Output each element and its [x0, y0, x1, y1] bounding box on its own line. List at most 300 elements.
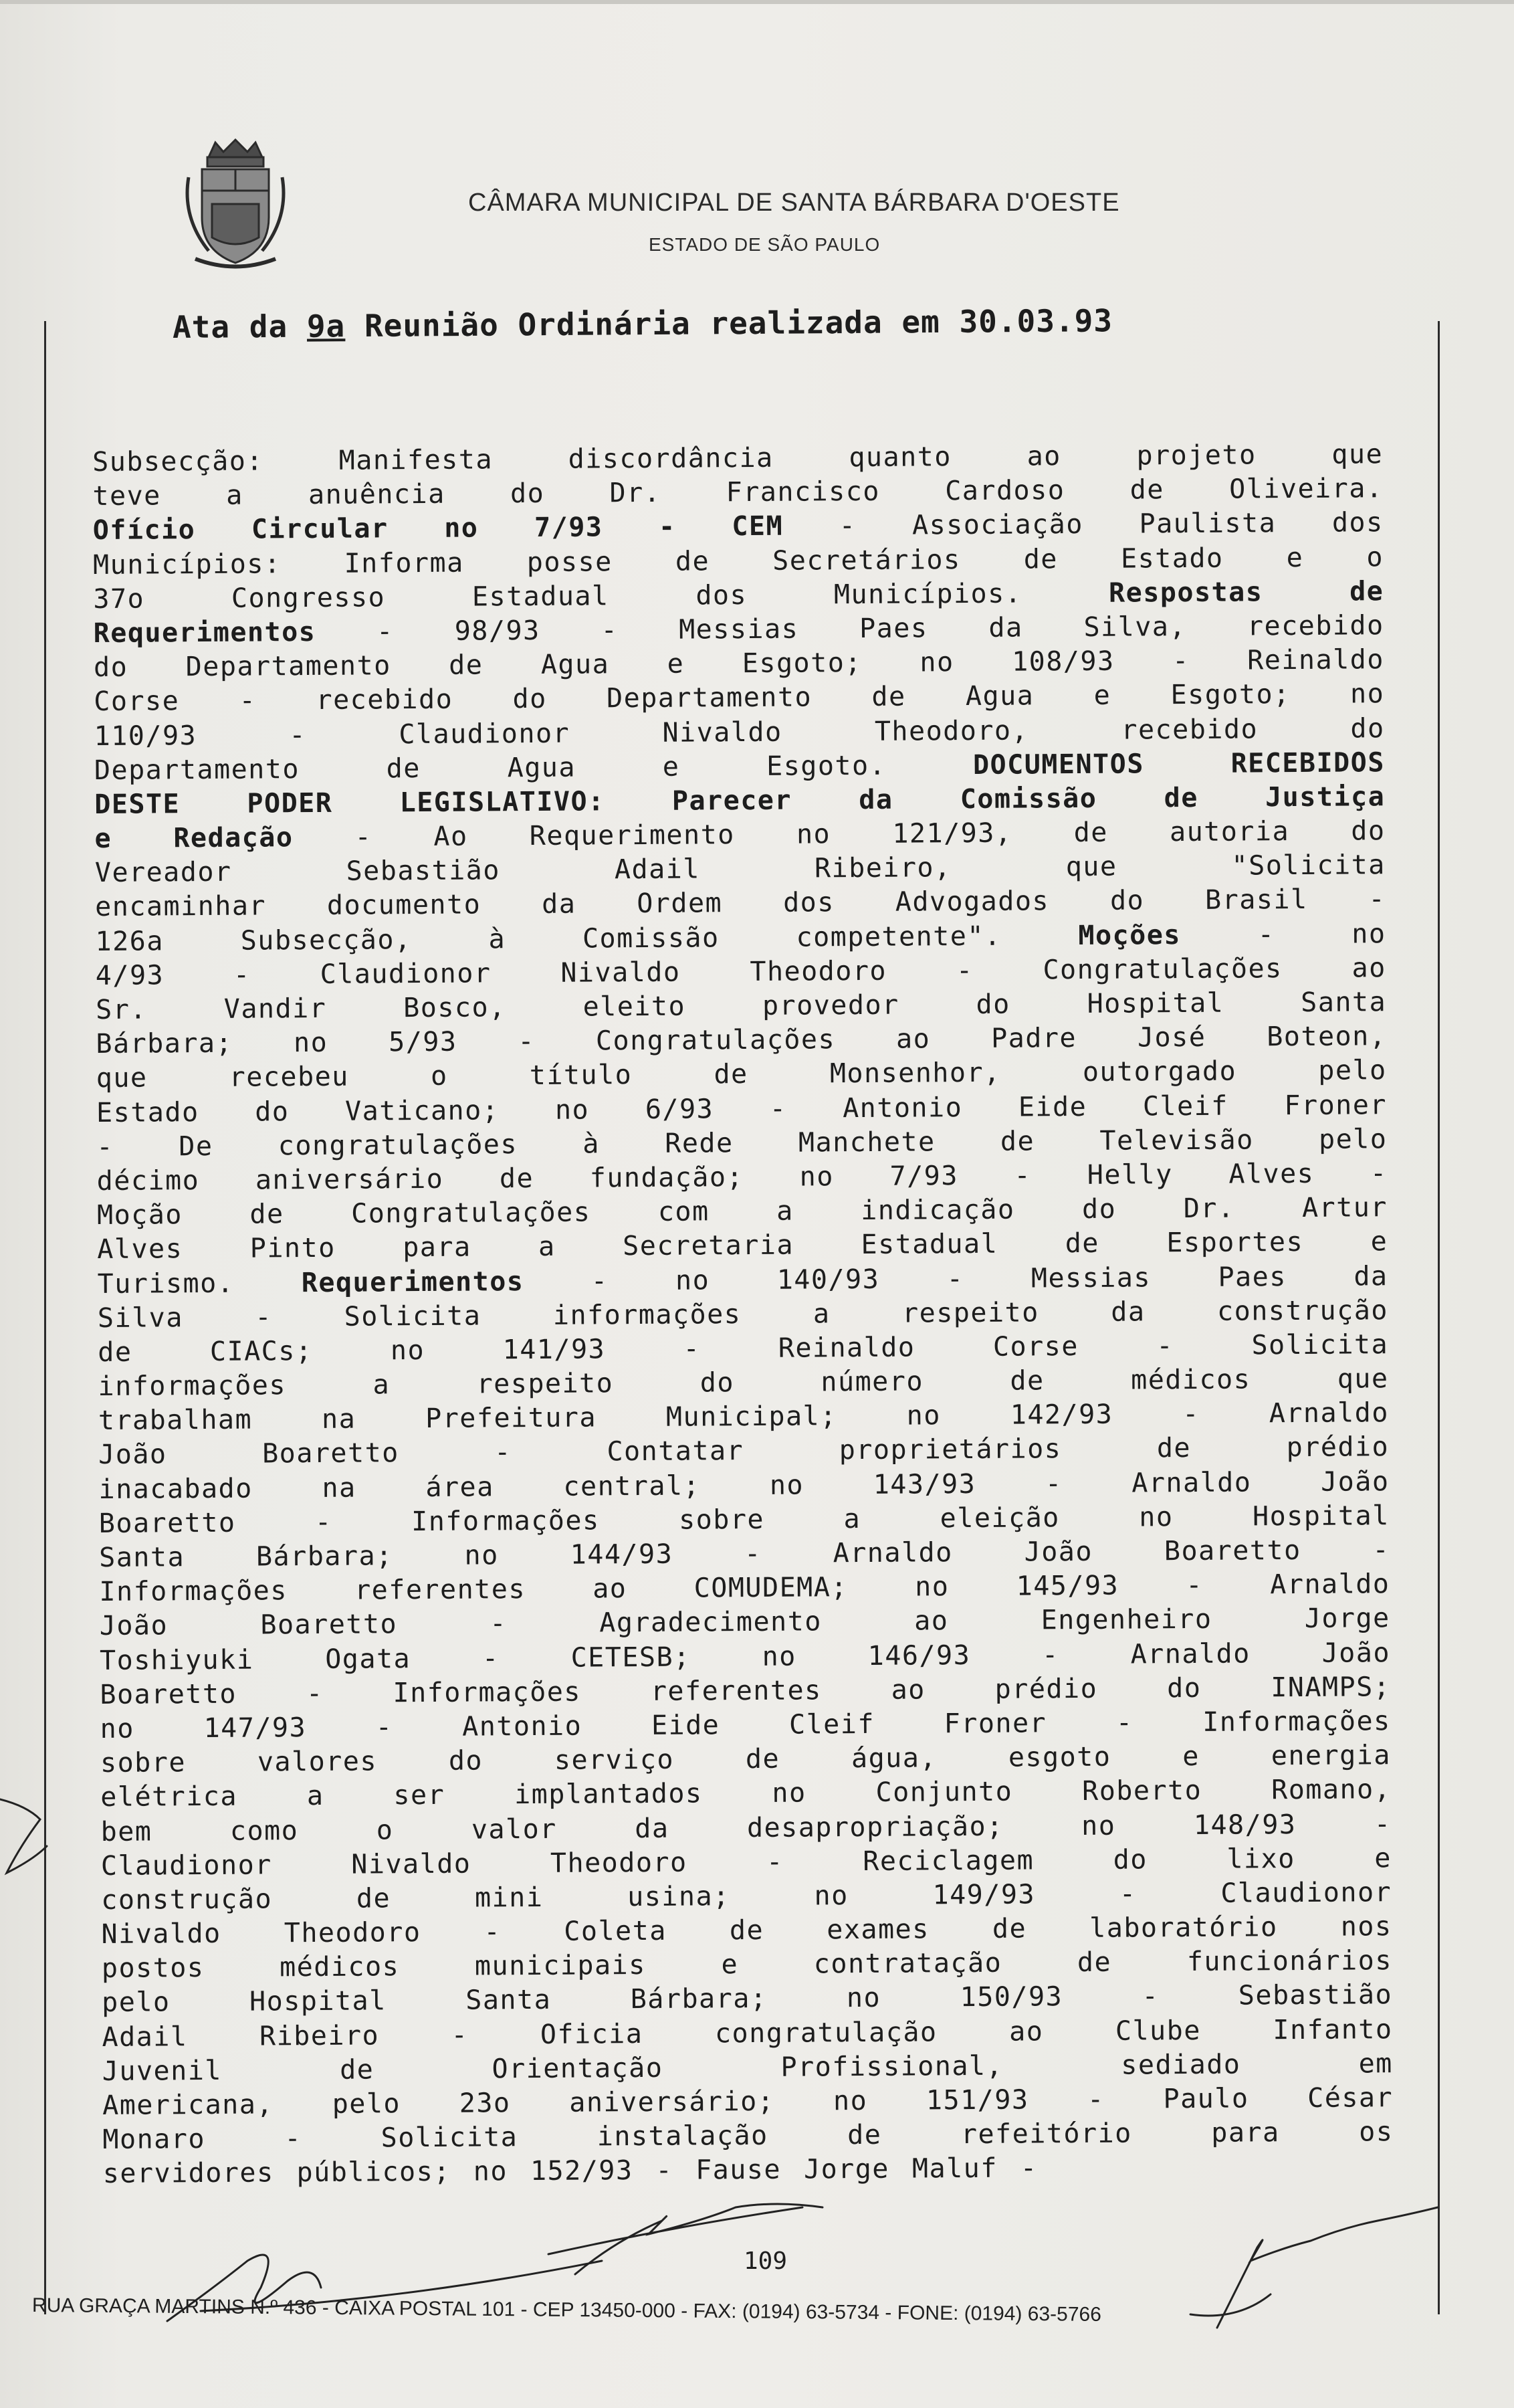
- word: -: [306, 1678, 324, 1709]
- word: Roberto: [1082, 1775, 1202, 1807]
- word: Conjunto: [875, 1776, 1013, 1809]
- page-number: 109: [744, 2247, 788, 2275]
- word: no: [915, 1571, 950, 1603]
- word: ao: [895, 1023, 931, 1055]
- word: da: [635, 1813, 669, 1844]
- state-name: ESTADO DE SÃO PAULO: [649, 234, 881, 255]
- word: Ribeiro,: [814, 852, 952, 884]
- word: competente".: [796, 920, 1002, 953]
- word: ser: [393, 1780, 445, 1811]
- word: Romano,: [1271, 1774, 1392, 1806]
- word: no: [1351, 918, 1386, 950]
- word: documento: [326, 889, 481, 922]
- word: Froner: [944, 1708, 1047, 1740]
- word: Boaretto: [260, 1609, 398, 1641]
- word: Ordem: [637, 888, 723, 920]
- word: no: [814, 1880, 849, 1912]
- word: Santa: [99, 1542, 185, 1573]
- word: -: [1045, 1468, 1063, 1499]
- word: de: [675, 545, 710, 577]
- word: -: [655, 2155, 673, 2187]
- word: congratulação: [714, 2016, 938, 2049]
- word: ao: [914, 1605, 949, 1637]
- word: indicação: [861, 1194, 1015, 1227]
- word: Santa: [465, 1985, 552, 2017]
- word: da: [1354, 1260, 1388, 1292]
- word: Theodoro: [750, 955, 887, 987]
- word: de: [1010, 1365, 1045, 1397]
- word: usina;: [627, 1881, 730, 1913]
- word: Nivaldo: [351, 1848, 471, 1880]
- word: a: [306, 1781, 324, 1812]
- word: Messias: [1031, 1262, 1152, 1294]
- word: no: [906, 1400, 942, 1431]
- word: encaminhar: [95, 890, 267, 923]
- word: Comissão: [582, 922, 720, 955]
- word: -: [1172, 645, 1190, 677]
- bold-word: PODER: [247, 787, 333, 819]
- word: o: [1366, 541, 1384, 573]
- word: Municípios:: [92, 548, 282, 581]
- word: -: [96, 1131, 114, 1163]
- word: do: [255, 1096, 290, 1128]
- word: -: [956, 955, 974, 986]
- word: Contatar: [607, 1435, 744, 1468]
- word: Artur: [1301, 1192, 1388, 1224]
- word: João: [1320, 1466, 1390, 1498]
- word: -: [1115, 1707, 1133, 1738]
- word: no: [390, 1334, 425, 1367]
- word: -: [1257, 918, 1275, 950]
- word: Bárbara;: [96, 1027, 233, 1060]
- word: de: [98, 1336, 132, 1368]
- word: Subsecção:: [92, 445, 264, 478]
- word: de: [1000, 1126, 1035, 1157]
- word: do: [1109, 885, 1145, 917]
- word: -: [766, 1846, 784, 1878]
- word: Corse: [992, 1330, 1079, 1363]
- word: Prefeitura: [425, 1402, 597, 1435]
- word: exames: [827, 1914, 930, 1946]
- word: para: [1211, 2117, 1280, 2149]
- bold-word: no: [444, 512, 479, 544]
- word: o: [376, 1814, 394, 1845]
- word: no: [846, 1983, 881, 2014]
- word: sobre: [678, 1504, 765, 1536]
- word: Boteon,: [1267, 1021, 1387, 1053]
- word: Reciclagem: [863, 1845, 1035, 1877]
- word: de: [1129, 474, 1164, 506]
- word: Arnaldo: [1269, 1397, 1389, 1429]
- bold-word: Requerimentos: [301, 1266, 524, 1298]
- word: Arnaldo: [1130, 1638, 1251, 1670]
- word: elétrica: [100, 1781, 238, 1813]
- word: -: [1370, 1158, 1388, 1189]
- word: ao: [1351, 952, 1386, 984]
- word: Estadual: [861, 1229, 998, 1261]
- word: da: [1111, 1296, 1146, 1328]
- word: de: [1023, 543, 1059, 575]
- word: Solicita: [344, 1300, 481, 1332]
- word: Silva: [97, 1302, 184, 1334]
- word: quanto: [849, 441, 952, 474]
- word: de: [992, 1913, 1027, 1944]
- word: como: [229, 1815, 299, 1847]
- word: água,: [851, 1742, 938, 1775]
- word: Sebastião: [346, 855, 501, 887]
- word: inacabado: [98, 1473, 253, 1505]
- word: Agua: [507, 752, 576, 783]
- word: respeito: [901, 1297, 1039, 1329]
- word: Informações: [411, 1505, 600, 1537]
- word: -: [289, 719, 307, 750]
- word: Monsenhor,: [829, 1058, 1001, 1090]
- word: Congratulações: [351, 1197, 591, 1229]
- word: Theodoro: [550, 1847, 687, 1879]
- word: mini: [474, 1882, 544, 1914]
- word: 148/93: [1193, 1809, 1297, 1841]
- word: Informa: [344, 547, 464, 579]
- word: Turismo.: [97, 1268, 235, 1300]
- word: recebido: [1121, 713, 1259, 746]
- word: autoria: [1169, 816, 1290, 848]
- word: César: [1307, 2082, 1394, 2114]
- word: na: [321, 1403, 356, 1435]
- word: -: [490, 1608, 508, 1639]
- address-footer: RUA GRAÇA MARTINS N.º 436 - CAIXA POSTAL 101 - CEP 13450-000 - FAX: (0194) 63-5734 - FONE: (0194) 63-5766: [31, 2294, 1101, 2326]
- word: ao: [1026, 441, 1061, 472]
- word: do: [510, 478, 545, 510]
- word: Eide: [651, 1710, 720, 1741]
- word: 151/93: [926, 2084, 1029, 2116]
- word: de: [714, 1059, 748, 1090]
- word: -: [314, 1506, 332, 1538]
- word: -: [590, 1265, 609, 1296]
- word: Adail: [614, 854, 701, 886]
- word: Coleta: [564, 1915, 667, 1947]
- word: Congratulações: [1043, 952, 1283, 986]
- word: 6/93: [645, 1093, 714, 1125]
- word: de: [847, 2120, 882, 2151]
- word: Ribeiro: [259, 2020, 380, 2052]
- word: Paulo: [1163, 2083, 1249, 2115]
- bold-word: da: [859, 784, 893, 815]
- word: Hospital: [1087, 987, 1224, 1019]
- word: título: [529, 1060, 633, 1092]
- minutes-line: [103, 2150, 1394, 2192]
- word: Alves: [97, 1233, 183, 1266]
- word: Arnaldo: [1270, 1569, 1390, 1601]
- word: informações: [552, 1298, 742, 1331]
- word: 147/93: [203, 1712, 307, 1744]
- word: -: [376, 616, 394, 647]
- word: Departamento: [94, 753, 300, 786]
- word: CIACs;: [209, 1335, 313, 1367]
- word: Rede: [665, 1127, 734, 1159]
- word: do: [699, 1367, 735, 1399]
- title-prefix: Ata da: [172, 308, 308, 345]
- word: Associação: [911, 509, 1084, 541]
- word: Boaretto: [261, 1437, 399, 1470]
- minutes-title: [173, 302, 1113, 345]
- bold-word: Ofício: [92, 514, 196, 546]
- word: Sebastião: [1238, 1979, 1393, 2012]
- word: Departamento: [185, 650, 391, 683]
- word: Americana,: [102, 2089, 274, 2121]
- word: Dr.: [609, 477, 661, 509]
- word: Alves: [1228, 1158, 1315, 1190]
- word: João: [1024, 1536, 1093, 1568]
- word: Silva,: [1083, 611, 1187, 643]
- word: Bosco,: [403, 992, 506, 1024]
- word: Advogados: [895, 886, 1050, 918]
- word: Agua: [540, 649, 610, 681]
- word: postos: [101, 1952, 205, 1985]
- word: laboratório: [1089, 1912, 1278, 1944]
- word: contratação: [813, 1947, 1002, 1980]
- word: proprietários: [839, 1433, 1062, 1466]
- word: fundação;: [589, 1162, 744, 1194]
- word: referentes: [354, 1574, 526, 1606]
- word: Bárbara;: [630, 1983, 768, 2015]
- word: no: [762, 1641, 796, 1672]
- word: 143/93: [873, 1468, 976, 1500]
- word: e: [667, 648, 685, 680]
- word: sediado: [1121, 2049, 1241, 2081]
- word: Congratulações: [595, 1024, 836, 1057]
- word: e: [1286, 542, 1304, 573]
- word: recebido: [316, 684, 453, 716]
- word: "Solicita: [1231, 849, 1386, 882]
- word: 149/93: [932, 1879, 1036, 1911]
- bold-word: Comissão: [960, 783, 1097, 815]
- word: prédio: [1286, 1431, 1390, 1464]
- word: no: [772, 1777, 806, 1809]
- word: Cardoso: [945, 475, 1065, 507]
- word: referentes: [650, 1675, 822, 1707]
- word: e: [721, 1949, 739, 1981]
- word: Municipal;: [665, 1401, 837, 1433]
- word: Agua: [965, 680, 1035, 712]
- word: 121/93,: [892, 817, 1012, 849]
- word: De: [179, 1130, 213, 1162]
- word: ao: [592, 1573, 627, 1605]
- word: 4/93: [95, 960, 165, 991]
- word: Oliveira.: [1229, 473, 1384, 505]
- handwritten-margin-mark: [0, 1799, 47, 1873]
- word: -: [1087, 2084, 1105, 2115]
- word: Bárbara;: [255, 1540, 393, 1573]
- word: 7/93: [889, 1161, 959, 1192]
- word: Maluf: [911, 2153, 998, 2185]
- word: Theodoro: [284, 1917, 421, 1949]
- word: Manchete: [798, 1126, 936, 1159]
- word: -: [1156, 1330, 1174, 1362]
- word: 110/93: [94, 720, 197, 752]
- word: e: [1374, 1842, 1392, 1874]
- title-ordinal: 9a: [306, 308, 346, 344]
- word: Arnaldo: [833, 1537, 953, 1569]
- word: dos: [695, 579, 748, 611]
- word: de: [729, 1914, 764, 1946]
- word: -: [1041, 1639, 1059, 1670]
- word: Messias: [678, 613, 799, 645]
- word: trabalham: [98, 1404, 253, 1437]
- word: dos: [782, 887, 835, 919]
- word: Paes: [1218, 1261, 1287, 1293]
- word: no: [920, 647, 954, 678]
- word: número: [821, 1366, 924, 1398]
- word: Claudionor: [399, 718, 570, 750]
- word: instalação: [597, 2120, 768, 2152]
- word: Nivaldo: [560, 957, 681, 989]
- word: Engenheiro: [1041, 1604, 1212, 1636]
- word: 5/93: [389, 1026, 457, 1058]
- word: -: [1119, 1878, 1137, 1910]
- word: nos: [1340, 1911, 1392, 1942]
- word: décimo: [96, 1165, 200, 1197]
- word: Claudionor: [100, 1849, 272, 1882]
- word: -: [284, 2123, 302, 2154]
- word: serviço: [554, 1744, 675, 1776]
- word: Jorge: [803, 2154, 890, 2185]
- word: para: [403, 1231, 471, 1264]
- word: Santa: [1301, 987, 1387, 1018]
- word: os: [1359, 2116, 1394, 2148]
- word: Congresso: [231, 582, 386, 614]
- word: médicos: [279, 1951, 400, 1983]
- word: 146/93: [867, 1639, 971, 1672]
- bold-word: Parecer: [671, 785, 792, 817]
- word: da: [542, 889, 576, 920]
- word: Subsecção,: [240, 924, 412, 957]
- word: de: [249, 1199, 284, 1230]
- word: Froner: [1284, 1089, 1388, 1121]
- word: ao: [1009, 2015, 1044, 2047]
- word: Estado: [96, 1096, 199, 1128]
- word: eleição: [940, 1502, 1060, 1534]
- word: Theodoro,: [874, 714, 1029, 747]
- word: 144/93: [570, 1538, 673, 1571]
- word: desapropriação;: [746, 1811, 1004, 1843]
- word: à: [488, 923, 506, 955]
- word: -: [601, 615, 619, 646]
- word: municipais: [474, 1950, 646, 1982]
- word: e: [662, 751, 680, 783]
- word: 126a: [95, 925, 164, 957]
- word: a: [225, 480, 243, 511]
- word: energia: [1271, 1740, 1392, 1772]
- word: -: [1374, 1808, 1392, 1839]
- word: do: [976, 989, 1010, 1020]
- word: ao: [891, 1674, 926, 1706]
- word: que: [96, 1062, 148, 1094]
- word: no: [293, 1027, 328, 1059]
- word: -: [354, 821, 372, 853]
- word: -: [255, 1302, 273, 1333]
- word: -: [518, 1026, 536, 1058]
- word: valor: [471, 1813, 557, 1845]
- word: informações: [98, 1370, 287, 1403]
- word: no: [1081, 1810, 1116, 1841]
- word: Cleif: [1142, 1090, 1228, 1122]
- bold-word: RECEBIDOS: [1230, 746, 1385, 779]
- word: públicos;: [296, 2156, 451, 2189]
- word: no: [796, 819, 831, 850]
- word: valores: [257, 1746, 378, 1778]
- word: Boaretto: [1164, 1534, 1301, 1567]
- word: -: [1020, 2152, 1038, 2184]
- bold-word: 7/93: [534, 512, 603, 544]
- word: Secretaria: [623, 1229, 794, 1262]
- word: Solicita: [1251, 1329, 1389, 1361]
- word: médicos: [1131, 1364, 1251, 1396]
- word: do: [512, 684, 547, 715]
- word: -: [483, 1916, 502, 1948]
- word: Municípios.: [833, 578, 1022, 610]
- word: a: [372, 1369, 391, 1401]
- word: -: [494, 1437, 512, 1468]
- word: construção: [101, 1884, 273, 1916]
- word: Secretários: [772, 544, 961, 577]
- word: funcionários: [1186, 1945, 1392, 1978]
- right-margin-rule: [1438, 321, 1440, 2314]
- bold-word: de: [1164, 782, 1198, 814]
- word: Informações: [1202, 1706, 1391, 1738]
- word: João: [99, 1610, 169, 1642]
- word: recebeu: [229, 1062, 349, 1094]
- word: a: [813, 1298, 831, 1330]
- word: Requerimento: [529, 819, 735, 852]
- word: 150/93: [960, 1981, 1063, 2013]
- bold-word: -: [658, 512, 676, 543]
- word: Paulista: [1139, 508, 1277, 540]
- word: o: [430, 1061, 448, 1092]
- word: Sr.: [96, 994, 148, 1025]
- word: Oficia: [540, 2018, 643, 2050]
- word: Adail: [102, 2021, 188, 2053]
- word: no: [675, 1264, 710, 1296]
- word: a: [538, 1231, 556, 1263]
- word: a: [843, 1503, 861, 1534]
- word: que: [1337, 1363, 1389, 1395]
- word: de: [745, 1743, 780, 1775]
- word: Vandir: [223, 993, 327, 1025]
- word: Estado: [1120, 542, 1224, 575]
- word: na: [322, 1472, 356, 1504]
- word: esgoto: [1008, 1741, 1111, 1773]
- word: -: [683, 1333, 701, 1365]
- word: recebido: [1247, 610, 1384, 642]
- word: lixo: [1226, 1843, 1295, 1875]
- word: COMUDEMA;: [693, 1572, 849, 1604]
- word: Juvenil: [102, 2055, 223, 2087]
- word: pelo: [102, 1987, 171, 2019]
- word: Reinaldo: [778, 1332, 915, 1364]
- word: pelo: [1318, 1123, 1388, 1155]
- word: -: [946, 1263, 964, 1294]
- word: Solicita: [381, 2122, 518, 2154]
- word: Orientação: [492, 2052, 663, 2085]
- word: teve: [92, 480, 161, 512]
- word: do: [93, 651, 128, 684]
- word: de: [871, 681, 906, 713]
- word: em: [1358, 2047, 1393, 2080]
- word: do: [1081, 1193, 1117, 1225]
- word: construção: [1216, 1294, 1389, 1327]
- word: de: [1065, 1228, 1100, 1260]
- bold-word: LEGISLATIVO:: [399, 786, 605, 819]
